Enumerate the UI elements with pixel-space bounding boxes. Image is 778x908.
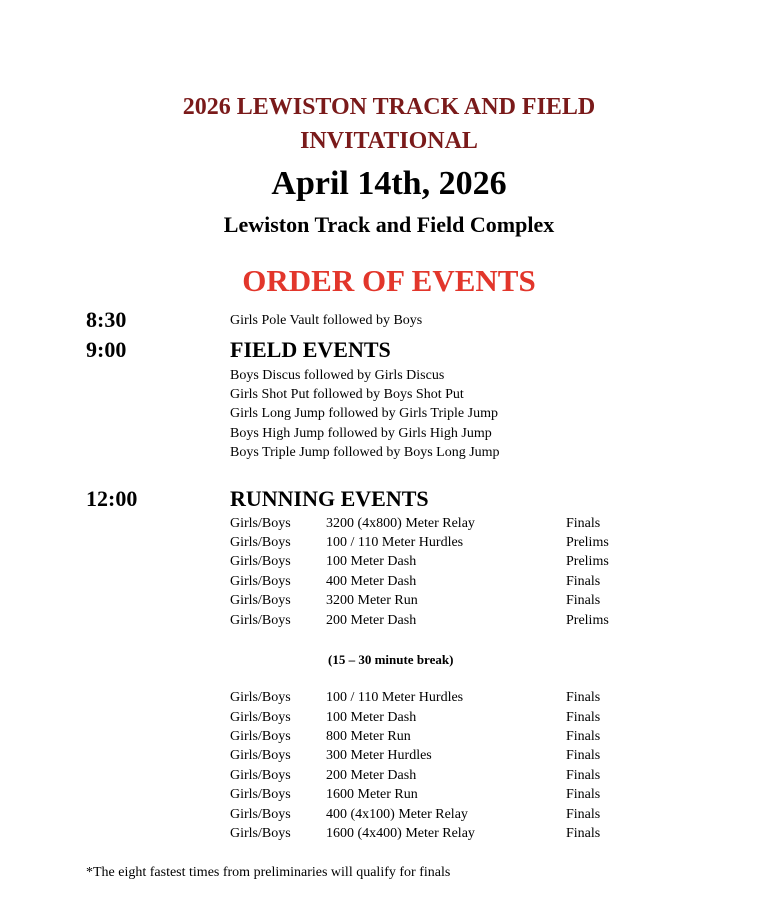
- event-round: Finals: [566, 768, 601, 783]
- field-event-item: Boys Triple Jump followed by Boys Long Jump: [230, 445, 500, 460]
- event-gender: Girls/Boys: [230, 787, 291, 802]
- meet-title-line-1: 2026 LEWISTON TRACK AND FIELD: [182, 94, 596, 120]
- meet-title-line-2: INVITATIONAL: [300, 128, 478, 154]
- running-event-row: [230, 553, 650, 571]
- event-name: 100 / 110 Meter Hurdles: [326, 535, 464, 550]
- event-name: 300 Meter Hurdles: [326, 748, 432, 763]
- field-event-item: Girls Shot Put followed by Boys Shot Put: [230, 387, 464, 402]
- event-round: Finals: [566, 690, 601, 705]
- event-name: 200 Meter Dash: [326, 613, 417, 628]
- event-round: Finals: [566, 710, 601, 725]
- event-gender: Girls/Boys: [230, 516, 291, 531]
- event-name: 800 Meter Run: [326, 729, 411, 744]
- event-gender: Girls/Boys: [230, 613, 291, 628]
- running-event-row: [230, 825, 650, 843]
- event-round: Prelims: [566, 554, 609, 569]
- event-name: 100 / 110 Meter Hurdles: [326, 690, 464, 705]
- event-gender: Girls/Boys: [230, 710, 291, 725]
- event-gender: Girls/Boys: [230, 690, 291, 705]
- event-round: Finals: [566, 826, 601, 841]
- section-title: ORDER OF EVENTS: [242, 263, 536, 298]
- running-event-row: [230, 573, 650, 591]
- event-name: 200 Meter Dash: [326, 768, 417, 783]
- pole-vault-event: Girls Pole Vault followed by Boys: [230, 313, 423, 328]
- running-event-row: [230, 709, 650, 727]
- event-name: 3200 (4x800) Meter Relay: [326, 516, 475, 531]
- qualification-footnote: *The eight fastest times from preliminaries will qualify for finals: [86, 865, 451, 880]
- event-name: 400 (4x100) Meter Relay: [326, 807, 468, 822]
- running-event-row: [230, 728, 650, 746]
- event-name: 100 Meter Dash: [326, 554, 417, 569]
- event-gender: Girls/Boys: [230, 574, 291, 589]
- event-name: 400 Meter Dash: [326, 574, 417, 589]
- event-round: Finals: [566, 807, 601, 822]
- event-gender: Girls/Boys: [230, 593, 291, 608]
- running-event-row: [230, 747, 650, 765]
- break-note: (15 – 30 minute break): [328, 652, 454, 667]
- running-event-row: [230, 806, 650, 824]
- running-event-row: [230, 515, 650, 533]
- event-gender: Girls/Boys: [230, 535, 291, 550]
- time-field-events: 9:00: [86, 337, 127, 362]
- running-events-heading: RUNNING EVENTS: [230, 486, 429, 511]
- event-name: 1600 (4x400) Meter Relay: [326, 826, 475, 841]
- event-name: 100 Meter Dash: [326, 710, 417, 725]
- event-round: Finals: [566, 516, 601, 531]
- event-gender: Girls/Boys: [230, 729, 291, 744]
- time-pole-vault: 8:30: [86, 307, 127, 332]
- event-round: Finals: [566, 574, 601, 589]
- event-round: Finals: [566, 787, 601, 802]
- event-round: Finals: [566, 748, 601, 763]
- running-event-row: [230, 592, 650, 610]
- field-events-heading: FIELD EVENTS: [230, 337, 391, 362]
- field-event-item: Boys Discus followed by Girls Discus: [230, 368, 445, 383]
- meet-date: April 14th, 2026: [271, 165, 507, 202]
- event-gender: Girls/Boys: [230, 768, 291, 783]
- event-round: Prelims: [566, 535, 609, 550]
- time-running-events: 12:00: [86, 486, 138, 511]
- meet-venue: Lewiston Track and Field Complex: [223, 212, 555, 237]
- event-round: Finals: [566, 593, 601, 608]
- running-event-row: [230, 786, 650, 804]
- running-event-row: [230, 534, 650, 552]
- event-round: Prelims: [566, 613, 609, 628]
- field-event-item: Boys High Jump followed by Girls High Jump: [230, 426, 492, 441]
- event-gender: Girls/Boys: [230, 826, 291, 841]
- field-event-item: Girls Long Jump followed by Girls Triple Jump: [230, 406, 498, 421]
- event-gender: Girls/Boys: [230, 554, 291, 569]
- event-round: Finals: [566, 729, 601, 744]
- running-event-row: [230, 689, 650, 707]
- event-name: 1600 Meter Run: [326, 787, 418, 802]
- event-name: 3200 Meter Run: [326, 593, 418, 608]
- running-event-row: [230, 612, 650, 630]
- running-event-row: [230, 767, 650, 785]
- event-gender: Girls/Boys: [230, 807, 291, 822]
- event-gender: Girls/Boys: [230, 748, 291, 763]
